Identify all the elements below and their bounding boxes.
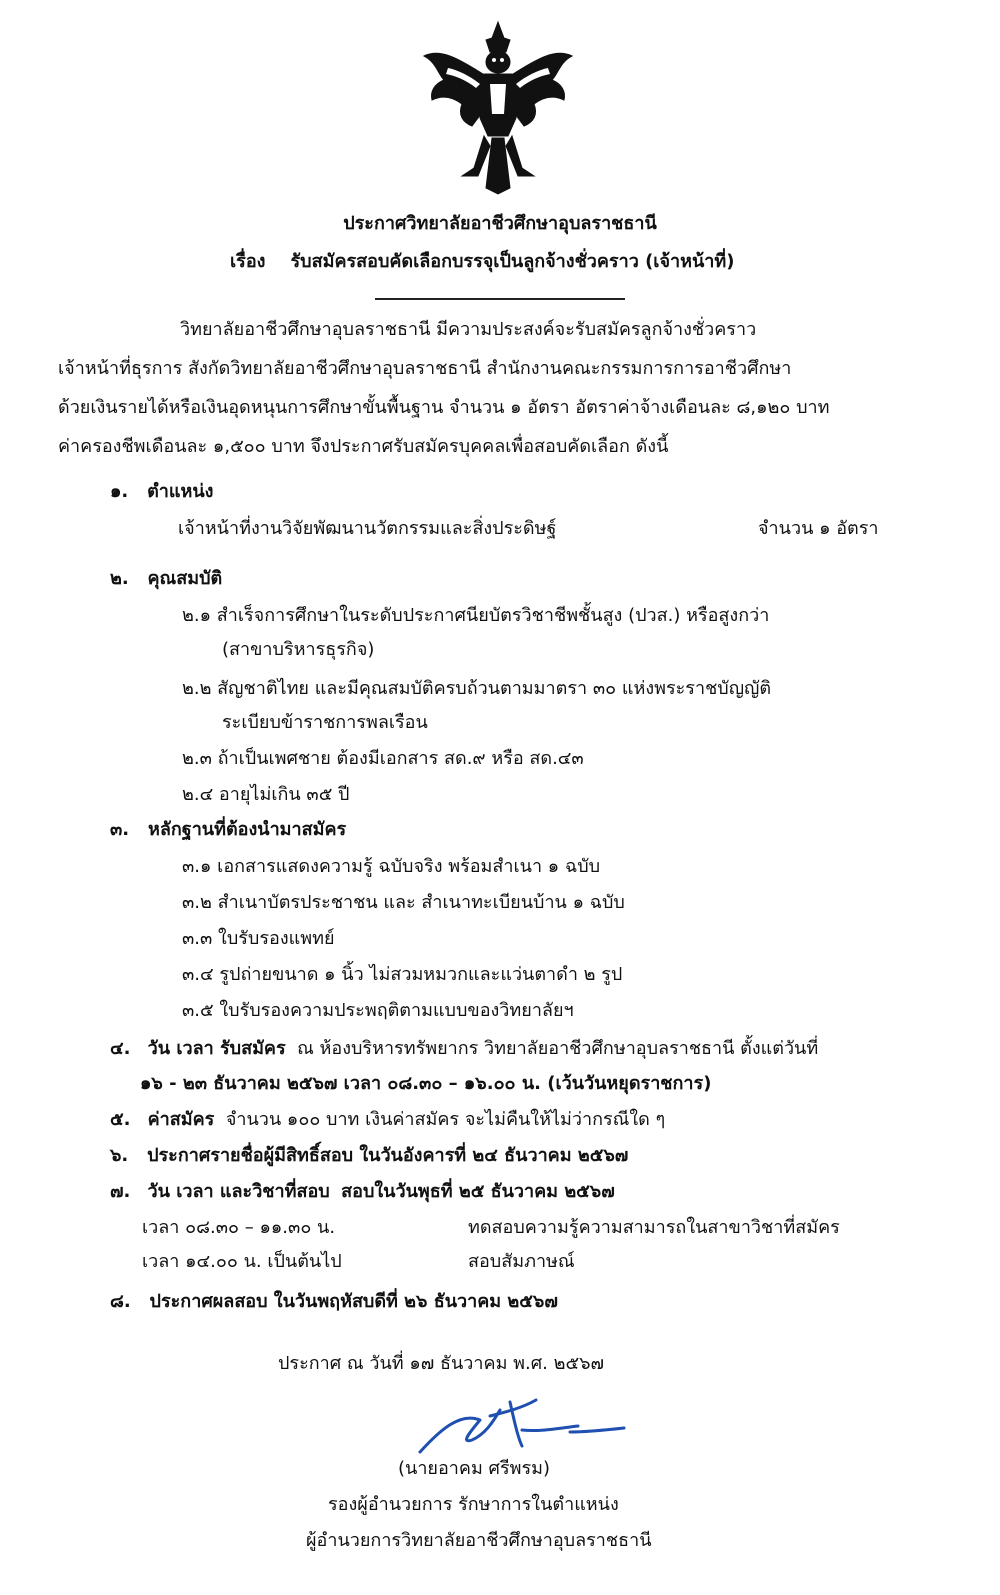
intro-line-4: ค่าครองชีพเดือนละ ๑,๕๐๐ บาท จึงประกาศรับสมัครบุคคลเพื่อสอบคัดเลือก ดังนี้	[58, 436, 669, 457]
document-5: ๓.๕ ใบรับรองความประพฤติตามแบบของวิทยาลัยฯ	[182, 1000, 574, 1021]
document-1: ๓.๑ เอกสารแสดงความรู้ ฉบับจริง พร้อมสำเนา ๑ ฉบับ	[182, 856, 601, 877]
intro-line-3: ด้วยเงินรายได้หรือเงินอุดหนุนการศึกษาขั้นพื้นฐาน จำนวน ๑ อัตรา อัตราค่าจ้างเดือนละ ๘,๑๒๐ บาท	[58, 397, 830, 418]
section-5-line	[110, 1108, 665, 1132]
signer-title-2: ผู้อำนวยการวิทยาลัยอาชีวศึกษาอุบลราชธานี	[306, 1530, 652, 1551]
qualification-1-line-2: (สาขาบริหารธุรกิจ)	[222, 639, 375, 660]
section-1-heading	[110, 480, 213, 504]
title-divider	[375, 298, 625, 300]
section-7-date: สอบในวันพุธที่ ๒๕ ธันวาคม ๒๕๖๗	[341, 1181, 615, 1202]
qualification-2-line-1: ๒.๒ สัญชาติไทย และมีคุณสมบัติครบถ้วนตามมาตรา ๓๐ แห่งพระราชบัญญัติ	[182, 678, 772, 699]
section-4-title: วัน เวลา รับสมัคร	[147, 1038, 286, 1059]
announcement-title: ประกาศวิทยาลัยอาชีวศึกษาอุบลราชธานี	[343, 213, 657, 234]
position-name: เจ้าหน้าที่งานวิจัยพัฒนานวัตกรรมและสิ่งประดิษฐ์	[178, 518, 557, 539]
section-1-title: ตำแหน่ง	[147, 481, 214, 502]
section-8-number: ๘.	[110, 1291, 131, 1312]
exam-subject-2: สอบสัมภาษณ์	[468, 1251, 575, 1272]
document-4: ๓.๔ รูปถ่ายขนาด ๑ นิ้ว ไม่สวมหมวกและแว่นตาดำ ๒ รูป	[182, 964, 623, 985]
signer-title-1: รองผู้อำนวยการ รักษาการในตำแหน่ง	[328, 1494, 619, 1515]
qualification-3: ๒.๓ ถ้าเป็นเพศชาย ต้องมีเอกสาร สด.๙ หรือ สด.๔๓	[182, 748, 584, 769]
section-4-line-1	[110, 1037, 818, 1061]
qualification-4: ๒.๔ อายุไม่เกิน ๓๕ ปี	[182, 784, 350, 805]
qualification-2-line-2: ระเบียบข้าราชการพลเรือน	[222, 712, 428, 733]
qualification-1-line-1: ๒.๑ สำเร็จการศึกษาในระดับประกาศนียบัตรวิชาชีพชั้นสูง (ปวส.) หรือสูงกว่า	[182, 605, 770, 626]
intro-line-1: วิทยาลัยอาชีวศึกษาอุบลราชธานี มีความประสงค์จะรับสมัครลูกจ้างชั่วคราว	[180, 319, 757, 340]
exam-subject-1: ทดสอบความรู้ความสามารถในสาขาวิชาที่สมัคร	[468, 1217, 840, 1238]
intro-line-2: เจ้าหน้าที่ธุรการ สังกัดวิทยาลัยอาชีวศึกษาอุบลราชธานี สำนักงานคณะกรรมการการอาชีวศึกษา	[58, 358, 792, 379]
announcement-date: ประกาศ ณ วันที่ ๑๗ ธันวาคม พ.ศ. ๒๕๖๗	[278, 1353, 605, 1374]
section-2-number: ๒.	[110, 568, 129, 589]
signer-name: (นายอาคม ศรีพรม)	[398, 1458, 551, 1479]
section-7-title: วัน เวลา และวิชาที่สอบ	[147, 1181, 330, 1202]
section-1-number: ๑.	[110, 481, 129, 502]
section-5-number: ๕.	[110, 1109, 131, 1130]
section-6-text: ประกาศรายชื่อผู้มีสิทธิ์สอบ ในวันอังคารที่ ๒๔ ธันวาคม ๒๕๖๗	[147, 1145, 629, 1166]
section-5-text: จำนวน ๑๐๐ บาท เงินค่าสมัคร จะไม่คืนให้ไม่ว่ากรณีใด ๆ	[225, 1109, 666, 1130]
section-3-number: ๓.	[110, 819, 130, 840]
section-2-title: คุณสมบัติ	[147, 568, 223, 589]
section-4-dates: ๑๖ - ๒๓ ธันวาคม ๒๕๖๗ เวลา ๐๘.๓๐ – ๑๖.๐๐ น. (เว้นวันหยุดราชการ)	[140, 1073, 712, 1094]
section-8-text: ประกาศผลสอบ ในวันพฤหัสบดีที่ ๒๖ ธันวาคม ๒๕๖๗	[149, 1291, 558, 1312]
section-5-title: ค่าสมัคร	[147, 1109, 215, 1130]
exam-time-2: เวลา ๑๔.๐๐ น. เป็นต้นไป	[142, 1251, 342, 1272]
subject-label: เรื่อง	[230, 251, 266, 272]
section-3-title: หลักฐานที่ต้องนำมาสมัคร	[147, 819, 347, 840]
section-7-line	[110, 1180, 615, 1204]
garuda-emblem-icon	[418, 18, 578, 198]
section-6-line	[110, 1144, 628, 1168]
document-2: ๓.๒ สำเนาบัตรประชาชน และ สำเนาทะเบียนบ้าน ๑ ฉบับ	[182, 892, 625, 913]
exam-time-1: เวลา ๐๘.๓๐ – ๑๑.๓๐ น.	[142, 1217, 336, 1238]
section-4-number: ๔.	[110, 1038, 131, 1059]
document-3: ๓.๓ ใบรับรองแพทย์	[182, 928, 335, 949]
section-6-number: ๖.	[110, 1145, 129, 1166]
section-3-heading	[110, 818, 346, 842]
signature-icon	[410, 1390, 660, 1460]
section-8-line	[110, 1290, 558, 1314]
section-7-number: ๗.	[110, 1181, 131, 1202]
section-4-location: ณ ห้องบริหารทรัพยากร วิทยาลัยอาชีวศึกษาอุบลราชธานี ตั้งแต่วันที่	[297, 1038, 819, 1059]
subject-text: รับสมัครสอบคัดเลือกบรรจุเป็นลูกจ้างชั่วคราว (เจ้าหน้าที่)	[290, 251, 735, 272]
position-count: จำนวน ๑ อัตรา	[758, 518, 879, 539]
section-2-heading	[110, 567, 222, 591]
subject-line	[230, 250, 734, 274]
